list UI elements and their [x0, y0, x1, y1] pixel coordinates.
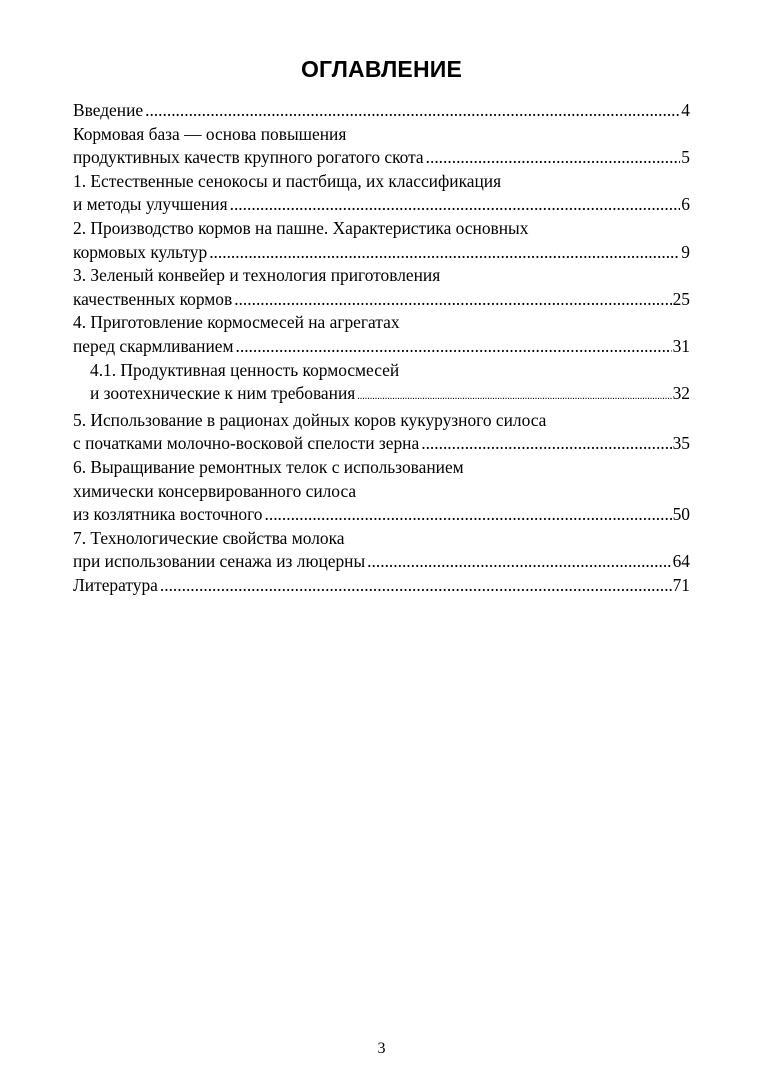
- table-of-contents: [73, 99, 690, 597]
- toc-page-number: 31: [672, 335, 690, 356]
- toc-entry-title-line: 6. Выращивание ремонтных телок с использованием: [73, 456, 464, 477]
- toc-page-number: 35: [672, 433, 690, 454]
- dot-leader: [367, 550, 671, 574]
- toc-entry-title: кормовых культур: [73, 241, 208, 262]
- toc-entry-feed-base: [73, 123, 690, 170]
- dot-leader: [145, 99, 680, 123]
- toc-entry-chapter-6: [73, 456, 690, 527]
- toc-entry-chapter-7: [73, 527, 690, 574]
- toc-entry-title-line: 4.1. Продуктивная ценность кормосмесей: [90, 359, 400, 380]
- toc-entry-title: продуктивных качеств крупного рогатого скота: [73, 147, 424, 168]
- dot-leader: [265, 503, 672, 527]
- toc-entry-title: Введение: [73, 100, 144, 120]
- toc-entry-chapter-2: [73, 217, 690, 264]
- toc-page-number: 25: [672, 288, 690, 309]
- toc-entry-title-line: 4. Приготовление кормосмесей на агрегатах: [73, 312, 400, 333]
- toc-entry-title: при использовании сенажа из люцерны: [73, 551, 366, 572]
- toc-entry-chapter-5: [73, 409, 690, 456]
- toc-page-number: 71: [672, 574, 690, 595]
- toc-entry-introduction: [73, 99, 690, 123]
- toc-page-number: 9: [681, 241, 690, 262]
- toc-page-number: 32: [672, 383, 690, 404]
- dot-leader: [209, 241, 680, 265]
- toc-entry-title-line: 7. Технологические свойства молока: [73, 527, 345, 548]
- toc-entry-chapter-1: [73, 170, 690, 217]
- page-title: ОГЛАВЛЕНИЕ: [300, 56, 463, 82]
- toc-page-number: 4: [681, 100, 690, 120]
- toc-entry-chapter-4: [73, 311, 690, 358]
- toc-entry-title-line: 1. Естественные сенокосы и пастбища, их классификация: [73, 170, 502, 191]
- toc-entry-title-line: химически консервированного силоса: [73, 480, 357, 501]
- dot-leader: [230, 193, 681, 217]
- toc-entry-title: перед скармливанием: [73, 335, 234, 356]
- toc-entry-title: и методы улучшения: [73, 194, 228, 215]
- dot-leader: [234, 288, 671, 312]
- page-number: 3: [377, 1040, 386, 1057]
- toc-entry-title-line: 3. Зеленый конвейер и технология приготовления: [73, 265, 441, 286]
- toc-entry-chapter-3: [73, 264, 690, 311]
- toc-page-number: 64: [672, 551, 690, 572]
- dot-leader: [421, 432, 671, 456]
- toc-entry-section-4-1: [73, 359, 690, 409]
- toc-entry-title: и зоотехнические к ним требования: [90, 383, 356, 404]
- toc-entry-title: из козлятника восточного: [73, 504, 263, 525]
- dot-leader: [426, 146, 681, 170]
- toc-entry-title: Литература: [73, 574, 158, 595]
- dot-leader: [357, 385, 671, 409]
- toc-entry-title: с початками молочно-восковой спелости зерна: [73, 433, 420, 454]
- toc-entry-title: качественных кормов: [73, 288, 233, 309]
- toc-entry-literature: [73, 574, 690, 598]
- dot-leader: [160, 574, 672, 598]
- dot-leader: [236, 335, 672, 359]
- toc-entry-title-line: 2. Производство кормов на пашне. Характеристика основных: [73, 217, 529, 238]
- toc-entry-title-line: Кормовая база — основа повышения: [73, 123, 347, 144]
- toc-entry-title-line: 5. Использование в рационах дойных коров кукурузного силоса: [73, 409, 547, 430]
- toc-page-number: 5: [681, 147, 690, 168]
- toc-page-number: 50: [672, 504, 690, 525]
- toc-page-number: 6: [681, 194, 690, 215]
